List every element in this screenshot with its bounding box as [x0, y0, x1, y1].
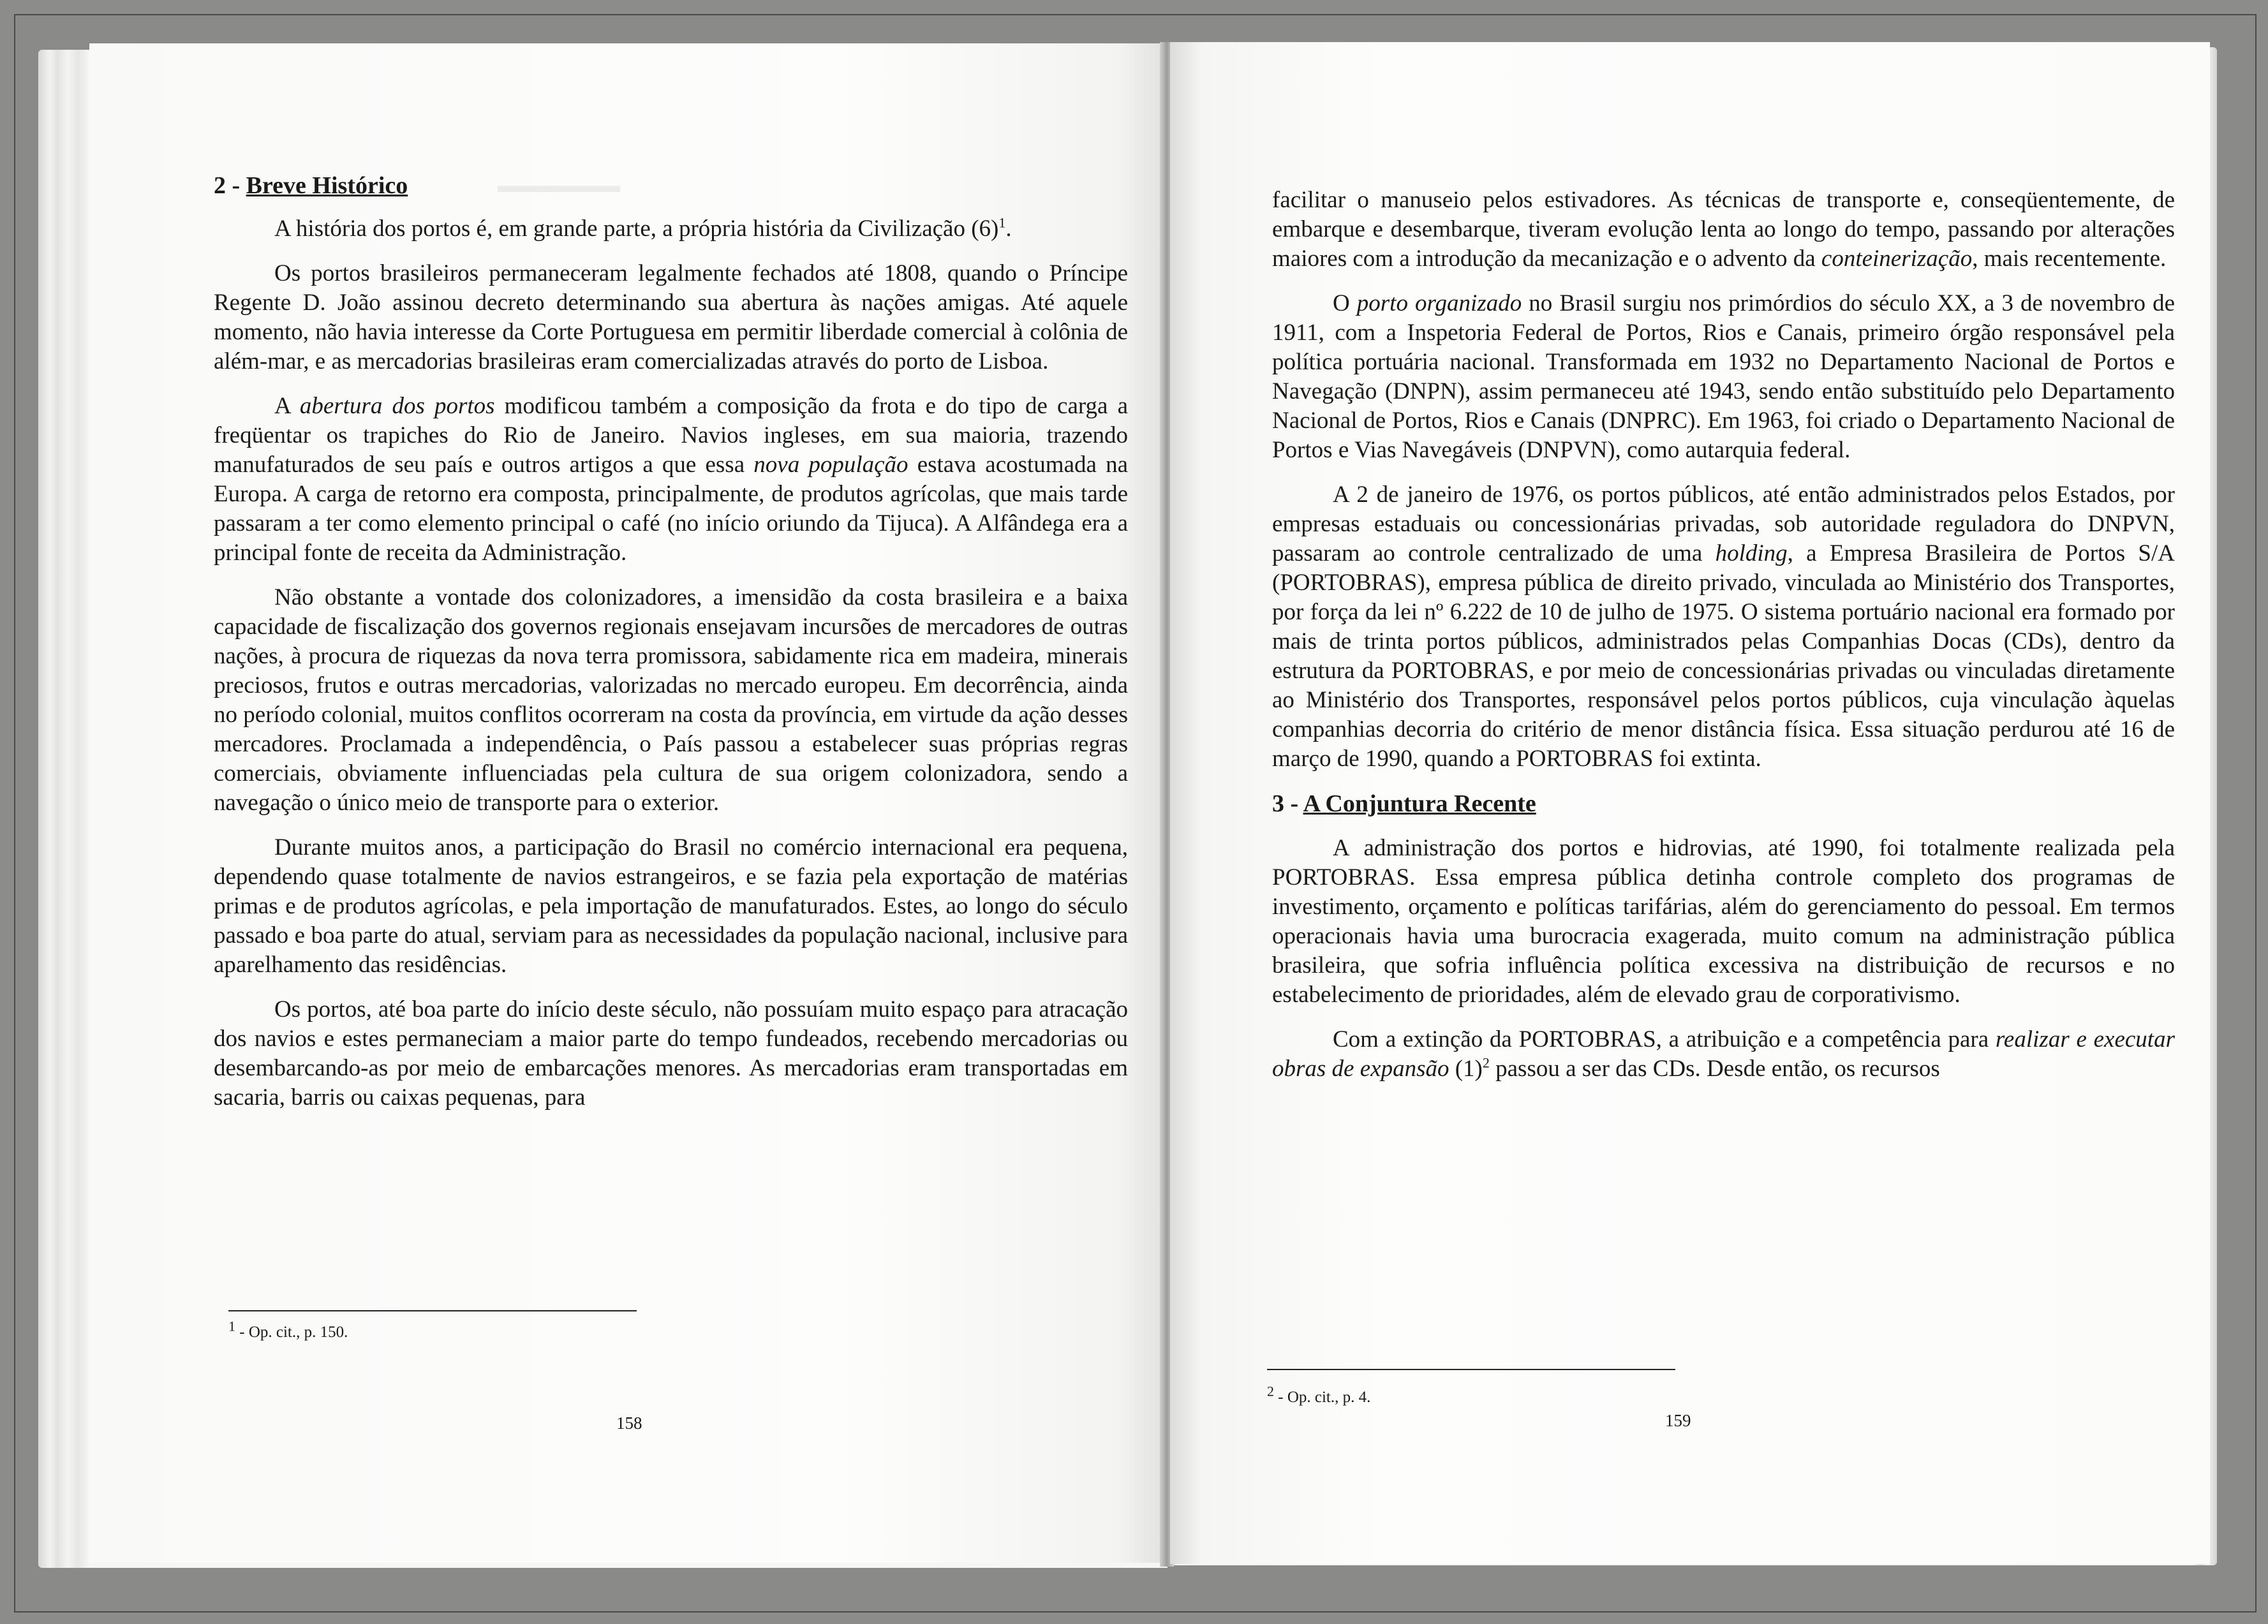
footnote-rule	[1267, 1369, 1675, 1370]
paragraph: Durante muitos anos, a participação do Brasil no comércio internacional era pequena, dependendo quase totalmente de navios estrangeiros, e se fazia pela exportação de matérias primas e de produtos agrícolas, e pela importação de manufaturados. Estes, ao longo do século passado e boa parte do atual, serviam para as necessidades da população nacional, inclusive para aparelhamento das residências.	[214, 834, 1128, 978]
footnote-rule	[228, 1310, 637, 1311]
paragraph: A abertura dos portos modificou também a composição da frota e do tipo de carga a freqüentar os trapiches do Rio de Janeiro. Navios ingleses, em sua maioria, trazendo manufaturados de seu país e outros artigos a que essa nova população estava acostumada na Europa. A carga de retorno era composta, principalmente, de produtos agrícolas, que mais tarde passaram a ter como elemento principal o café (no início oriundo da Tijuca). A Alfândega era a principal fonte de receita da Administração.	[214, 393, 1128, 566]
bleed-through-text: ▬▬▬▬▬▬	[498, 173, 620, 196]
paragraph: facilitar o manuseio pelos estivadores. As técnicas de transporte e, conseqüentemente, de embarque e desembarque, tiveram evolução lenta ao longo do tempo, passando por alterações maiores com a introdução da mecanização e o advento da conteinerização, mais recentemente.	[1272, 187, 2175, 272]
page-number: 159	[1665, 1411, 1691, 1430]
paragraph: Não obstante a vontade dos colonizadores, a imensidão da costa brasileira e a baixa capacidade de fiscalização dos governos regionais ensejavam incursões de mercadores de outras nações, à procura de riquezas da nova terra promissora, sabidamente rica em madeira, minerais preciosos, frutos e outras mercadorias, valorizadas no mercado europeu. Em decorrência, ainda no período colonial, muitos conflitos ocorreram na costa da província, em virtude da ação desses mercadores. Proclamada a independência, o País passou a estabelecer suas próprias regras comerciais, obviamente influenciadas pela cultura de sua origem colonizadora, sendo a navegação o único meio de transporte para o exterior.	[214, 584, 1128, 816]
footnote: $^1$ - Op. cit., p. 150.	[228, 1318, 348, 1341]
paragraph: Com a extinção da PORTOBRAS, a atribuição e a competência para realizar e executar obras de expansão $(1)^2$ passou a ser das CDs. Desde então, os recursos	[1272, 1026, 2175, 1082]
footnote-ref: 1	[998, 214, 1006, 231]
paragraph: A administração dos portos e hidrovias, até 1990, foi totalmente realizada pela PORTOBRAS. Essa empresa pública detinha controle completo dos programas de investimento, orçamento e políticas tarifárias, além do gerenciamento do pessoal. Em termos operacionais havia uma burocracia exagerada, muito comum na administração pública brasileira, que sofria influência política excessiva na distribuição de recursos e no estabelecimento de prioridades, além de elevado grau de corporativismo.	[1272, 835, 2175, 1008]
right-page	[1170, 42, 2210, 1564]
left-page-text	[214, 171, 1128, 1112]
paragraph: Os portos brasileiros permaneceram legalmente fechados até 1808, quando o Príncipe Regente D. João assinou decreto determinando sua abertura às nações amigas. Até aquele momento, não havia interesse da Corte Portuguesa em permitir liberdade comercial à colônia de além-mar, e as mercadorias brasileiras eram comercializadas através do porto de Lisboa.	[214, 260, 1128, 374]
section-heading: 3 - A Conjuntura Recente	[1272, 790, 1536, 817]
left-page	[89, 43, 1162, 1563]
paragraph: A 2 de janeiro de 1976, os portos públicos, até então administrados pelos Estados, por empresas estaduais ou concessionárias privadas, sob autoridade reguladora do DNPVN, passaram ao controle centralizado de uma holding, a Empresa Brasileira de Portos S/A (PORTOBRAS), empresa pública de direito privado, vinculada ao Ministério dos Transportes, por força da lei nº 6.222 de 10 de julho de 1975. O sistema portuário nacional era formado por mais de trinta portos públicos, administrados pelas Companhias Docas (CDs), dentro da estrutura da PORTOBRAS, e por meio de concessionárias privadas ou vinculadas diretamente ao Ministério dos Transportes, responsável pelos portos públicos, cuja vinculação àquelas companhias decorria do critério de menor distância física. Essa situação perdurou até 16 de março de 1990, quando a PORTOBRAS foi extinta.	[1272, 482, 2175, 772]
section-heading: 2 - Breve Histórico	[214, 172, 408, 199]
paragraph: Os portos, até boa parte do início deste século, não possuíam muito espaço para atracação dos navios e estes permaneciam a maior parte do tempo fundeados, recebendo mercadorias ou desembarcando-as por meio de embarcações menores. As mercadorias eram transportadas em sacaria, barris ou caixas pequenas, para	[214, 996, 1128, 1111]
section-heading-title: Breve Histórico	[246, 172, 408, 199]
right-page-text	[1272, 186, 2175, 1084]
footnote-ref: 2	[1482, 1054, 1490, 1071]
page-number: 158	[616, 1414, 642, 1433]
footnote: $^2$ - Op. cit., p. 4.	[1267, 1383, 1371, 1406]
section-heading-title: A Conjuntura Recente	[1303, 790, 1536, 817]
paragraph: O porto organizado no Brasil surgiu nos primórdios do século XX, a 3 de novembro de 1911, com a Inspetoria Federal de Portos, Rios e Canais, primeiro órgão responsável pela política portuária nacional. Transformada em 1932 no Departamento Nacional de Portos e Navegação (DNPN), assim permaneceu até 1943, sendo então substituído pelo Departamento Nacional de Portos, Rios e Canais (DNPRC). Em 1963, foi criado o Departamento Nacional de Portos e Vias Navegáveis (DNPVN), como autarquia federal.	[1272, 290, 2175, 463]
paragraph: A história dos portos é, em grande parte, a própria história da Civilização $(6)^1$.	[274, 214, 1012, 242]
